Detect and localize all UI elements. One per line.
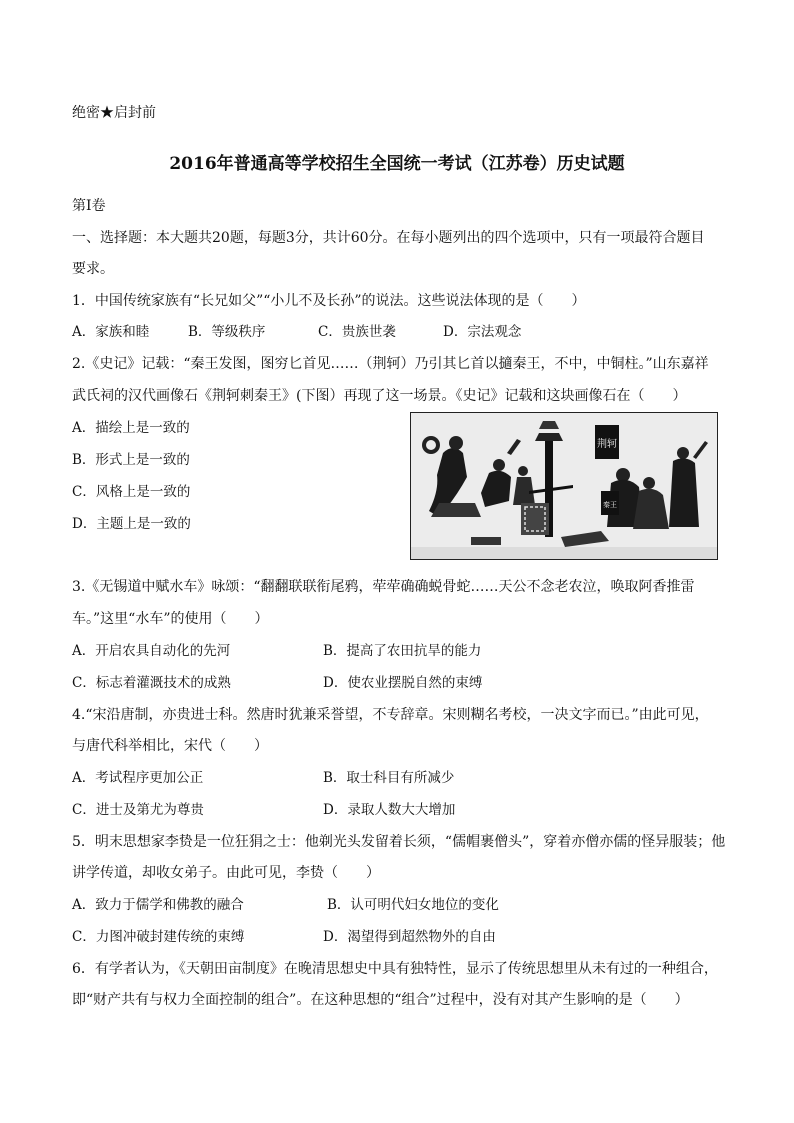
question-4-option-c: C．进士及第尤为尊贵 <box>72 802 204 818</box>
question-5-option-b: B．认可明代妇女地位的变化 <box>327 897 499 913</box>
question-2-option-a: A．描绘上是一致的 <box>72 420 190 436</box>
question-4-option-b: B．取士科目有所减少 <box>323 770 455 786</box>
section-label: 第Ⅰ卷 <box>72 198 106 214</box>
instructions-line-2: 要求。 <box>72 261 114 277</box>
question-5-option-d: D．渴望得到超然物外的自由 <box>323 929 496 945</box>
stone-relief-image <box>410 412 718 560</box>
relief-cartouche-text: 荆轲 <box>597 439 617 450</box>
question-3-stem-line-1: 3.《无锡道中赋水车》咏颂：“翻翻联联衔尾鸦，荦荦确确蜕骨蛇……天公不念老农泣，唤取阿香推雷 <box>72 579 695 595</box>
question-4-stem-line-1: 4.“宋沿唐制，亦贵进士科。然唐时犹兼采誉望，不专辞章。宋则糊名考校，一决文字而已。”由此可见， <box>72 707 709 723</box>
question-5-option-a: A．致力于儒学和佛教的融合 <box>72 897 244 913</box>
question-6-stem-line-1: 6．有学者认为，《天朝田亩制度》在晚清思想史中具有独特性，显示了传统思想里从未有过的一种组合， <box>72 961 718 977</box>
question-3-option-b: B．提高了农田抗旱的能力 <box>323 643 482 659</box>
question-5-stem-line-2: 讲学传道，却收女弟子。由此可见，李贽（ ） <box>72 865 380 881</box>
question-1-option-b: B．等级秩序 <box>188 324 266 340</box>
question-2-option-b: B．形式上是一致的 <box>72 452 190 468</box>
question-1-stem: 1．中国传统家族有“长兄如父”“小儿不及长孙”的说法。这些说法体现的是（ ） <box>72 293 586 309</box>
question-3-option-c: C．标志着灌溉技术的成熟 <box>72 675 231 691</box>
question-2-stem-line-1: 2.《史记》记载：“秦王发图，图穷匕首见……（荆轲）乃引其匕首以擿秦王，不中，中铜柱。”山东嘉祥 <box>72 356 709 372</box>
question-2-stem-line-2: 武氏祠的汉代画像石《荆轲刺秦王》(下图）再现了这一场景。《史记》记载和这块画像石在（ ） <box>72 388 687 404</box>
question-3-option-a: A．开启农具自动化的先河 <box>72 643 231 659</box>
instructions-line-1: 一、选择题：本大题共20题，每题3分，共计60分。在每小题列出的四个选项中，只有一项最符合题目 <box>72 230 705 246</box>
page-title: 2016年普通高等学校招生全国统一考试（江苏卷）历史试题 <box>169 154 625 174</box>
question-3-stem-line-2: 车。”这里“水车”的使用（ ） <box>72 611 269 627</box>
question-3-option-d: D．使农业摆脱自然的束缚 <box>323 675 483 691</box>
question-4-option-d: D．录取人数大大增加 <box>323 802 456 818</box>
secret-label: 绝密★启封前 <box>72 105 156 121</box>
question-2-option-c: C．风格上是一致的 <box>72 484 191 500</box>
question-4-stem-line-2: 与唐代科举相比，宋代（ ） <box>72 738 268 754</box>
question-1-option-d: D．宗法观念 <box>443 324 522 340</box>
question-5-stem-line-1: 5．明末思想家李贽是一位狂狷之士：他剃光头发留着长须，“儒帽裹僧头”，穿着亦僧亦儒的怪异服装；他 <box>72 834 726 850</box>
question-6-stem-line-2: 即“财产共有与权力全面控制的组合”。在这种思想的“组合”过程中，没有对其产生影响的是（ ） <box>72 992 689 1008</box>
question-2-option-d: D．主题上是一致的 <box>72 516 191 532</box>
question-5-option-c: C．力图冲破封建传统的束缚 <box>72 929 245 945</box>
question-4-option-a: A．考试程序更加公正 <box>72 770 204 786</box>
relief-label-text: 秦王 <box>603 501 617 509</box>
question-1-option-c: C．贵族世袭 <box>318 324 396 340</box>
question-1-option-a: A．家族和睦 <box>72 324 150 340</box>
